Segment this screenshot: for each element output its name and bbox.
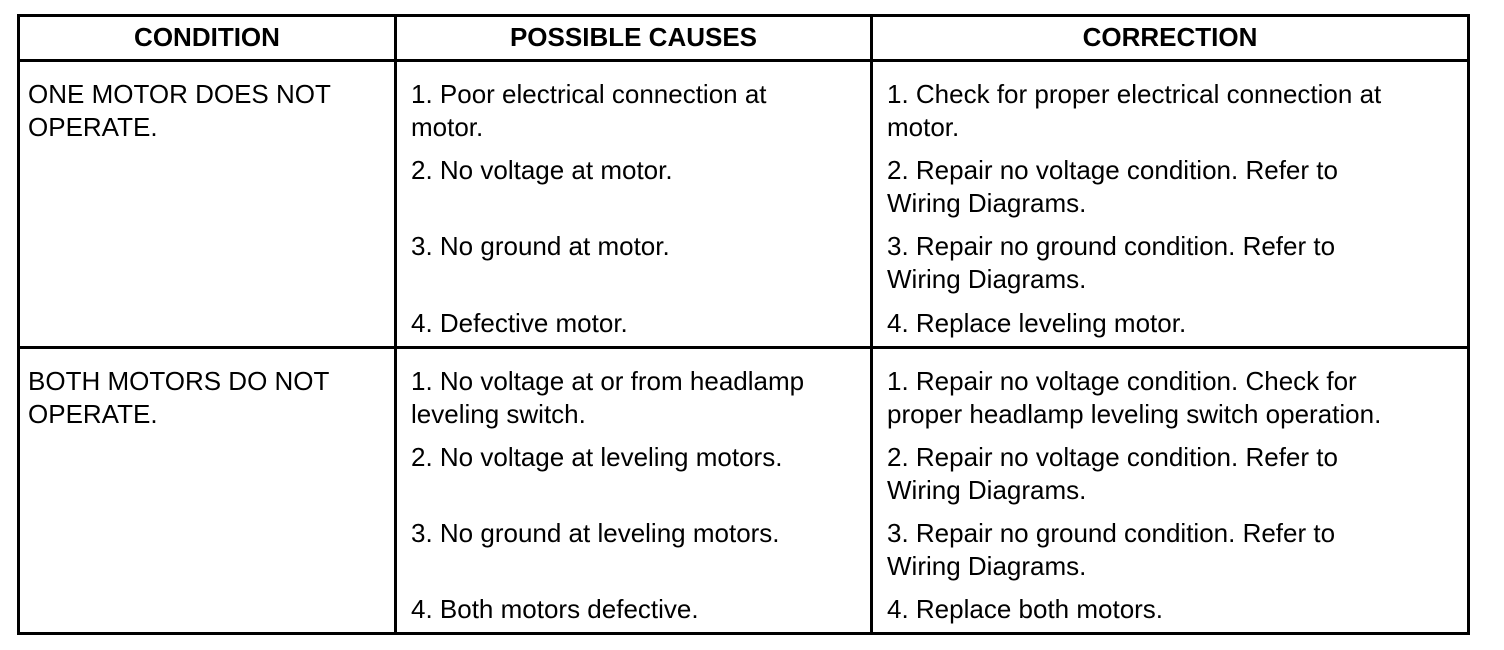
row-divider [20,346,1467,349]
cause-line: motor. [411,112,484,142]
correction-line: 2. Repair no voltage condition. Refer to [887,155,1338,185]
header-divider [20,59,1467,62]
diagnosis-table [17,14,1470,635]
correction-line: 3. Repair no ground condition. Refer to [887,518,1336,548]
column-divider [394,17,397,632]
cause-line: 2. No voltage at motor. [411,155,673,185]
cause-line: leveling switch. [411,399,586,429]
condition-line: BOTH MOTORS DO NOT [28,366,330,396]
correction-line: 3. Repair no ground condition. Refer to [887,231,1336,261]
correction-line: motor. [887,112,960,142]
condition-line: ONE MOTOR DOES NOT [28,79,331,109]
cause-line: 3. No ground at leveling motors. [411,518,780,548]
cause-line: 1. Poor electrical connection at [411,79,767,109]
correction-line: 1. Repair no voltage condition. Check for [887,366,1357,396]
cause-line: 4. Defective motor. [411,308,628,338]
cause-line: 3. No ground at motor. [411,231,670,261]
correction-line: Wiring Diagrams. [887,551,1087,581]
correction-line: Wiring Diagrams. [887,264,1087,294]
correction-line: Wiring Diagrams. [887,475,1087,505]
header-possible-causes: POSSIBLE CAUSES [509,22,758,52]
column-divider [870,17,873,632]
header-correction: CORRECTION [1082,22,1258,52]
cause-line: 2. No voltage at leveling motors. [411,442,783,472]
cause-line: 1. No voltage at or from headlamp [411,366,805,396]
cause-line: 4. Both motors defective. [411,594,699,624]
condition-line: OPERATE. [28,399,158,429]
correction-line: Wiring Diagrams. [887,188,1087,218]
correction-line: 2. Repair no voltage condition. Refer to [887,442,1338,472]
correction-line: 1. Check for proper electrical connection at [887,79,1382,109]
correction-line: 4. Replace leveling motor. [887,308,1187,338]
condition-line: OPERATE. [28,112,158,142]
header-condition: CONDITION [134,22,280,52]
correction-line: 4. Replace both motors. [887,594,1164,624]
correction-line: proper headlamp leveling switch operation. [887,399,1382,429]
